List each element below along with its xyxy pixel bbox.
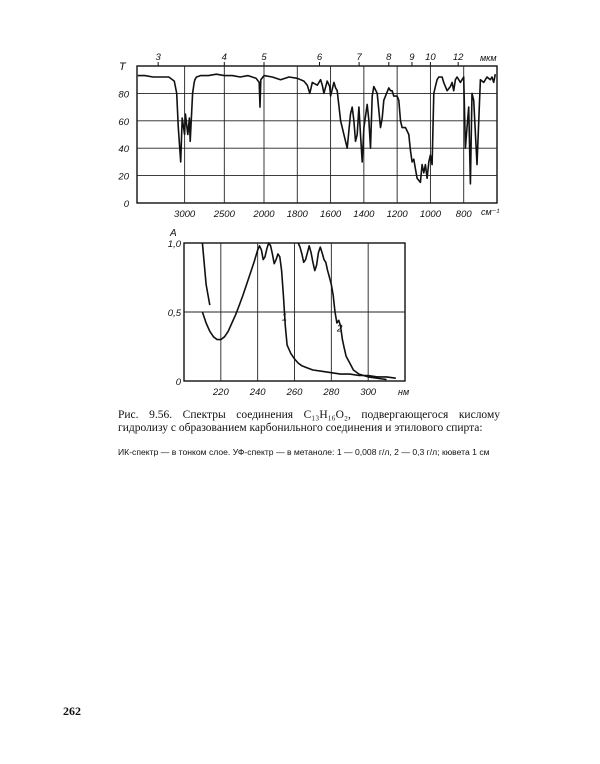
ir-top-tick-label: 12: [452, 52, 464, 63]
ir-x-tick-label: 1400: [353, 209, 375, 220]
ir-top-tick-label: 10: [425, 52, 436, 63]
uv-curve-labels: [282, 312, 343, 334]
uv-curve-label-2: 2: [336, 323, 343, 335]
uv-x-tick-label: 280: [323, 387, 340, 398]
ir-spectrum-line: [138, 74, 496, 184]
uv-x-tick-label: 300: [360, 387, 377, 398]
ir-top-tick-label: 3: [155, 52, 161, 63]
ir-top-units-label: мкм: [480, 53, 497, 63]
uv-x-units-label: нм: [398, 387, 410, 397]
ir-x-units-label: см⁻¹: [481, 207, 500, 217]
uv-grid: [184, 243, 405, 381]
uv-y-tick-label: 0,5: [167, 308, 181, 319]
uv-curve-label-1: 1: [281, 312, 288, 324]
ir-top-tick-label: 8: [386, 52, 392, 63]
uv-y-tick-label: 1,0: [167, 239, 181, 250]
ir-y-tick-label: 0: [123, 199, 129, 210]
ir-y-tick-label: 60: [118, 116, 129, 128]
ir-x-tick-label: 3000: [174, 209, 196, 220]
uv-x-tick-label: 220: [212, 387, 229, 398]
ir-y-tick-label: 80: [118, 89, 129, 101]
uv-y-axis-label: A: [170, 228, 177, 239]
ir-x-tick-label: 1600: [320, 209, 342, 220]
uv-x-tick-label: 240: [249, 387, 266, 398]
ir-y-axis-label: T: [119, 61, 126, 73]
ir-x-tick-label: 2000: [253, 209, 275, 220]
ir-x-tick-label: 1200: [386, 209, 408, 220]
uv-curves: [202, 243, 395, 380]
ir-x-tick-label: 2500: [213, 209, 235, 220]
ir-y-tick-label: 40: [118, 144, 129, 156]
uv-x-tick-label: 260: [286, 387, 303, 398]
ir-top-tick-label: 4: [221, 52, 227, 63]
ir-top-tick-label: 7: [356, 52, 362, 63]
uv-curve-2: [298, 243, 386, 380]
uv-curve-2: [202, 243, 209, 305]
uv-curve-1: [202, 243, 395, 378]
ir-top-tick-label: 5: [261, 52, 267, 63]
ir-x-tick-label: 1800: [286, 209, 308, 220]
ir-top-tick-label: 6: [316, 52, 323, 63]
uv-y-tick-label: 0: [175, 377, 181, 388]
ir-top-tick-label: 9: [409, 52, 415, 63]
figure-note: ИК-спектр — в тонком слое. УФ-спектр — в метаноле: 1 — 0,008 г/л, 2 — 0,3 г/л; кювета 1 см: [118, 447, 490, 457]
figure-caption: Рис. 9.56. Спектры соединения C₁₃H₁₆O₂, подвергающегося кислому гидролизу с образованием карбонильного соединения и этилового спирта:: [118, 409, 500, 434]
ir-x-tick-label: 800: [455, 209, 472, 220]
page-number: 262: [63, 704, 81, 718]
ir-x-tick-label: 1000: [419, 209, 441, 220]
ir-y-tick-label: 20: [118, 171, 129, 183]
